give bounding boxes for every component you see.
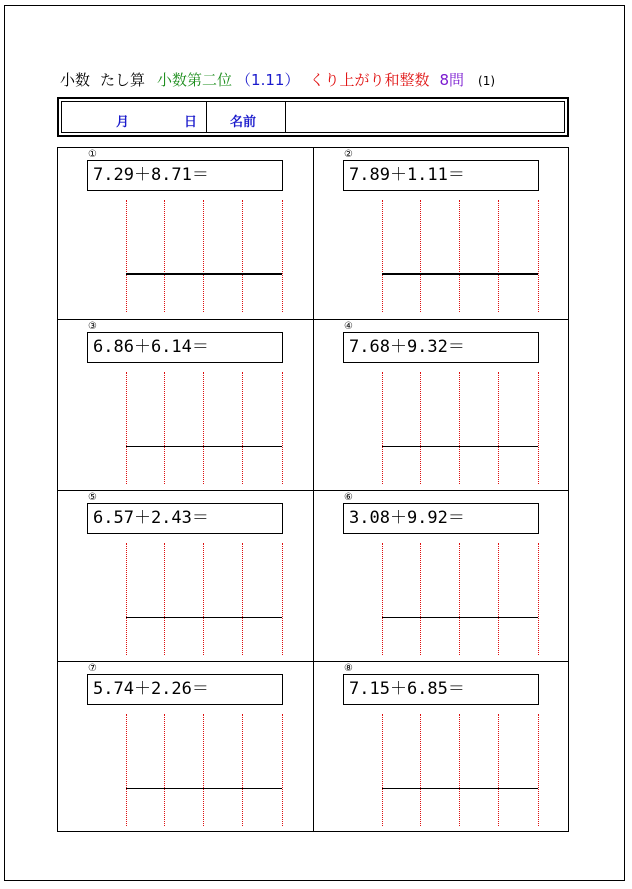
title-sheet-number: (1): [478, 74, 496, 88]
problem-grid: [57, 147, 569, 832]
title-question-count: 8問: [439, 71, 465, 89]
problem-expression: 6.86＋6.14＝: [87, 332, 283, 363]
problem-expression: 6.57＋2.43＝: [87, 503, 283, 534]
answer-area[interactable]: [126, 618, 282, 654]
title-second-decimal-place: 小数第二位: [157, 71, 233, 89]
problem-expression: 7.68＋9.32＝: [343, 332, 539, 363]
name-field[interactable]: [286, 102, 564, 132]
problem-number: ⑥: [344, 492, 353, 503]
answer-area[interactable]: [126, 447, 282, 483]
title-addition: たし算: [100, 71, 146, 89]
problem-number: ④: [344, 321, 353, 332]
problem-cell: [313, 661, 569, 832]
answer-area[interactable]: [382, 618, 538, 654]
answer-area[interactable]: [382, 447, 538, 483]
digit-guide-line: [538, 543, 539, 655]
problem-expression: 7.89＋1.11＝: [343, 160, 539, 191]
problem-number: ⑦: [88, 663, 97, 674]
problem-cell: [313, 319, 569, 490]
problem-cell: [58, 148, 314, 319]
title-range: （1.11）: [236, 71, 300, 89]
problem-number: ③: [88, 321, 97, 332]
problem-cell: [58, 319, 314, 490]
digit-guide-line: [282, 372, 283, 484]
title-carry-integer-sum: くり上がり和整数: [309, 71, 430, 89]
problem-number: ⑧: [344, 663, 353, 674]
answer-area[interactable]: [126, 789, 282, 825]
problem-number: ②: [344, 149, 353, 160]
header-divider: [206, 102, 207, 132]
digit-guide-line: [282, 543, 283, 655]
answer-area[interactable]: [382, 789, 538, 825]
problem-cell: [313, 148, 569, 319]
problem-number: ①: [88, 149, 97, 160]
digit-guide-line: [538, 714, 539, 826]
problem-expression: 5.74＋2.26＝: [87, 674, 283, 705]
day-label: 日: [184, 115, 198, 130]
problem-number: ⑤: [88, 492, 97, 503]
worksheet-title: [60, 70, 580, 90]
problem-cell: [313, 490, 569, 661]
digit-guide-line: [538, 200, 539, 312]
title-decimal: 小数: [60, 71, 91, 89]
answer-area[interactable]: [126, 275, 282, 311]
problem-expression: 7.29＋8.71＝: [87, 160, 283, 191]
answer-area[interactable]: [382, 275, 538, 311]
digit-guide-line: [282, 714, 283, 826]
month-label: 月: [116, 115, 130, 130]
problem-expression: 7.15＋6.85＝: [343, 674, 539, 705]
digit-guide-line: [282, 200, 283, 312]
name-label: 名前: [230, 115, 257, 130]
problem-expression: 3.08＋9.92＝: [343, 503, 539, 534]
name-date-inner: [61, 101, 565, 133]
name-date-box: [57, 97, 569, 137]
problem-cell: [58, 490, 314, 661]
problem-cell: [58, 661, 314, 832]
digit-guide-line: [538, 372, 539, 484]
